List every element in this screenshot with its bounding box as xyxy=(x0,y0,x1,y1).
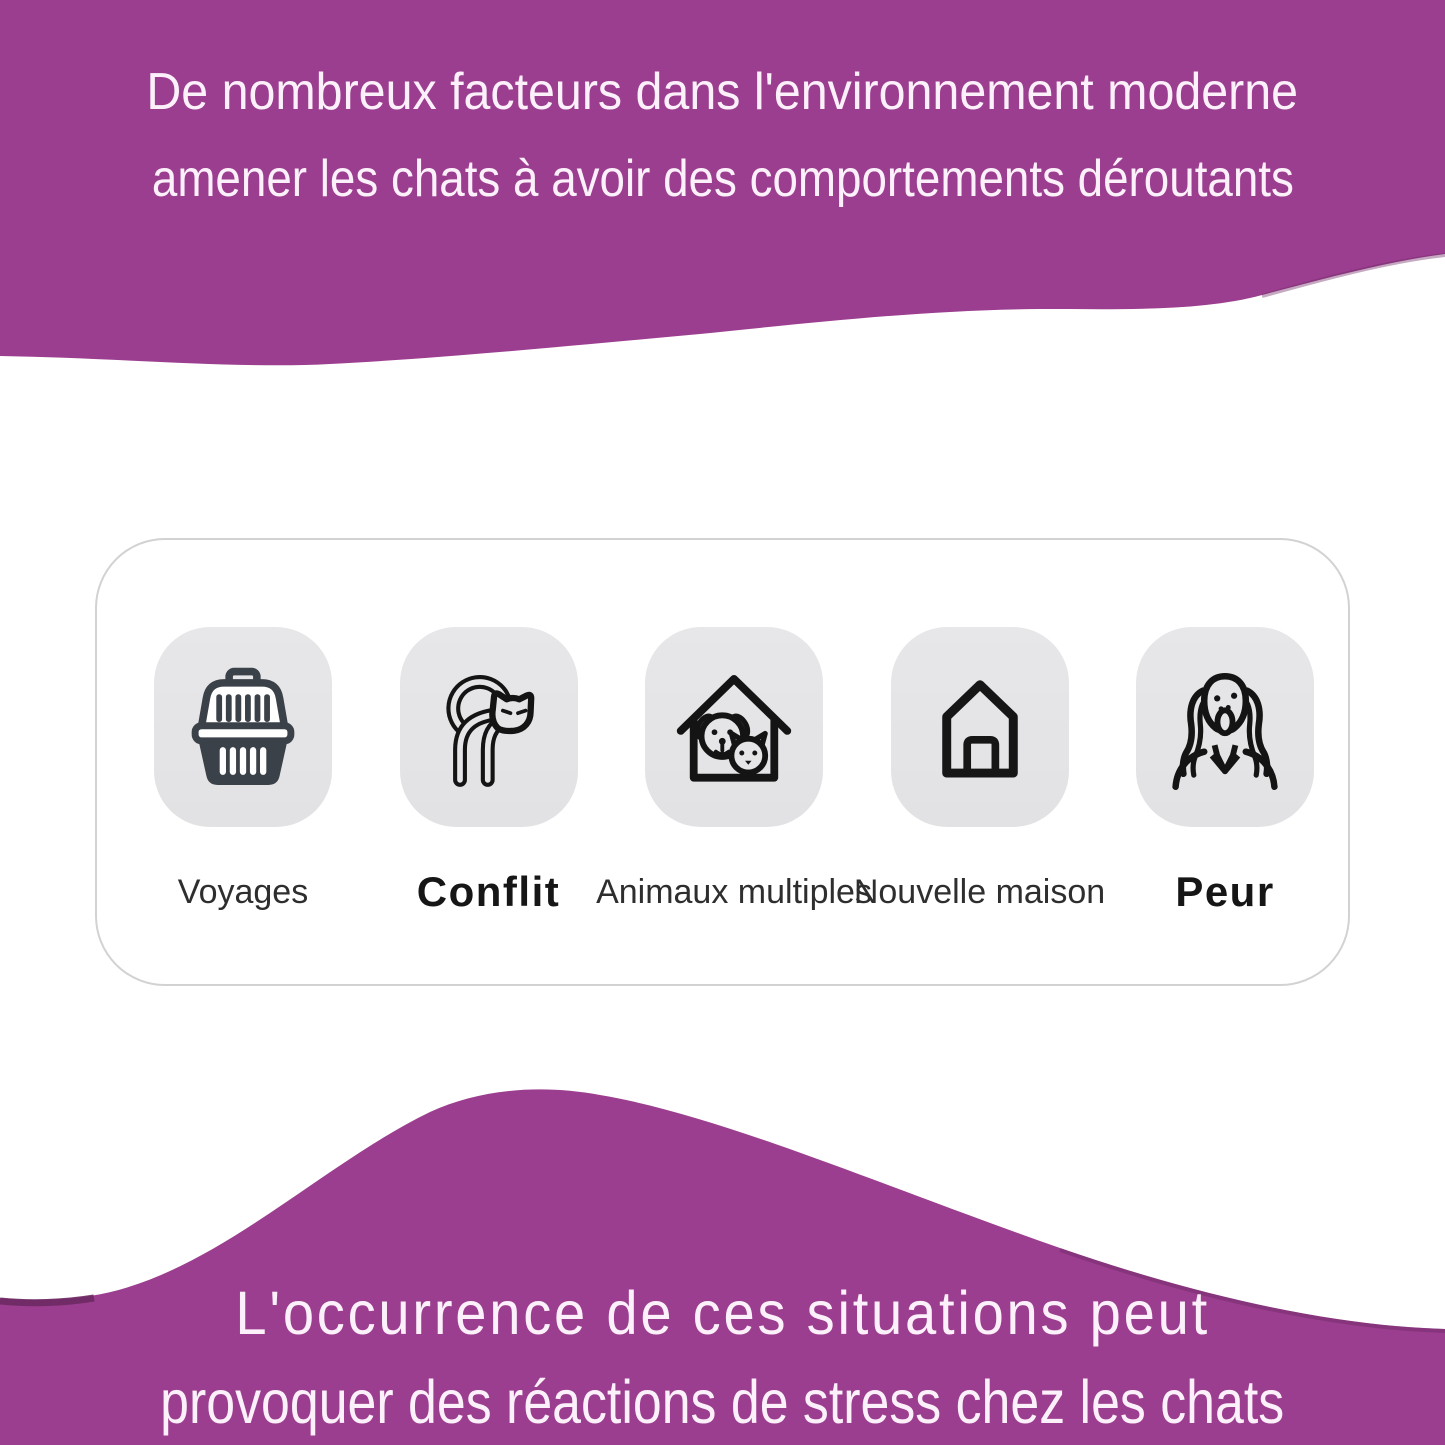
footer-line-2 xyxy=(0,1368,1445,1436)
factor-label: Conflit xyxy=(416,868,561,915)
factor-voyages xyxy=(154,627,332,984)
factor-tile xyxy=(1136,627,1314,827)
footer-line-2-text: provoquer des réactions de stress chez les chats xyxy=(160,1368,1285,1436)
header-line-2 xyxy=(0,150,1445,208)
new-house-icon xyxy=(916,663,1044,791)
footer-line-1-text: L'occurrence de ces situations peut xyxy=(235,1279,1210,1347)
factor-tile xyxy=(400,627,578,827)
factor-peur xyxy=(1136,627,1314,984)
pet-carrier-icon xyxy=(180,664,306,790)
footer-line-1 xyxy=(0,1279,1445,1347)
stress-factors-card xyxy=(95,538,1350,986)
factor-tile xyxy=(154,627,332,827)
factor-tile xyxy=(891,627,1069,827)
house-pets-icon xyxy=(669,662,799,792)
factor-nouvelle-maison xyxy=(853,627,1106,984)
factor-label: Voyages xyxy=(177,872,309,911)
factor-conflit xyxy=(400,627,578,984)
factor-label: Animaux multiples xyxy=(596,872,872,911)
factor-label: Nouvelle maison xyxy=(853,872,1106,911)
arched-cat-icon xyxy=(426,664,552,790)
header-line-1 xyxy=(0,63,1445,121)
factor-label: Peur xyxy=(1175,868,1275,915)
factor-tile xyxy=(645,627,823,827)
factor-animaux-multiples xyxy=(596,627,872,984)
header-line-1-text: De nombreux facteurs dans l'environnement moderne xyxy=(146,63,1299,121)
header-line-2-text: amener les chats à avoir des comportements déroutants xyxy=(151,150,1294,208)
scream-face-icon xyxy=(1160,662,1290,792)
